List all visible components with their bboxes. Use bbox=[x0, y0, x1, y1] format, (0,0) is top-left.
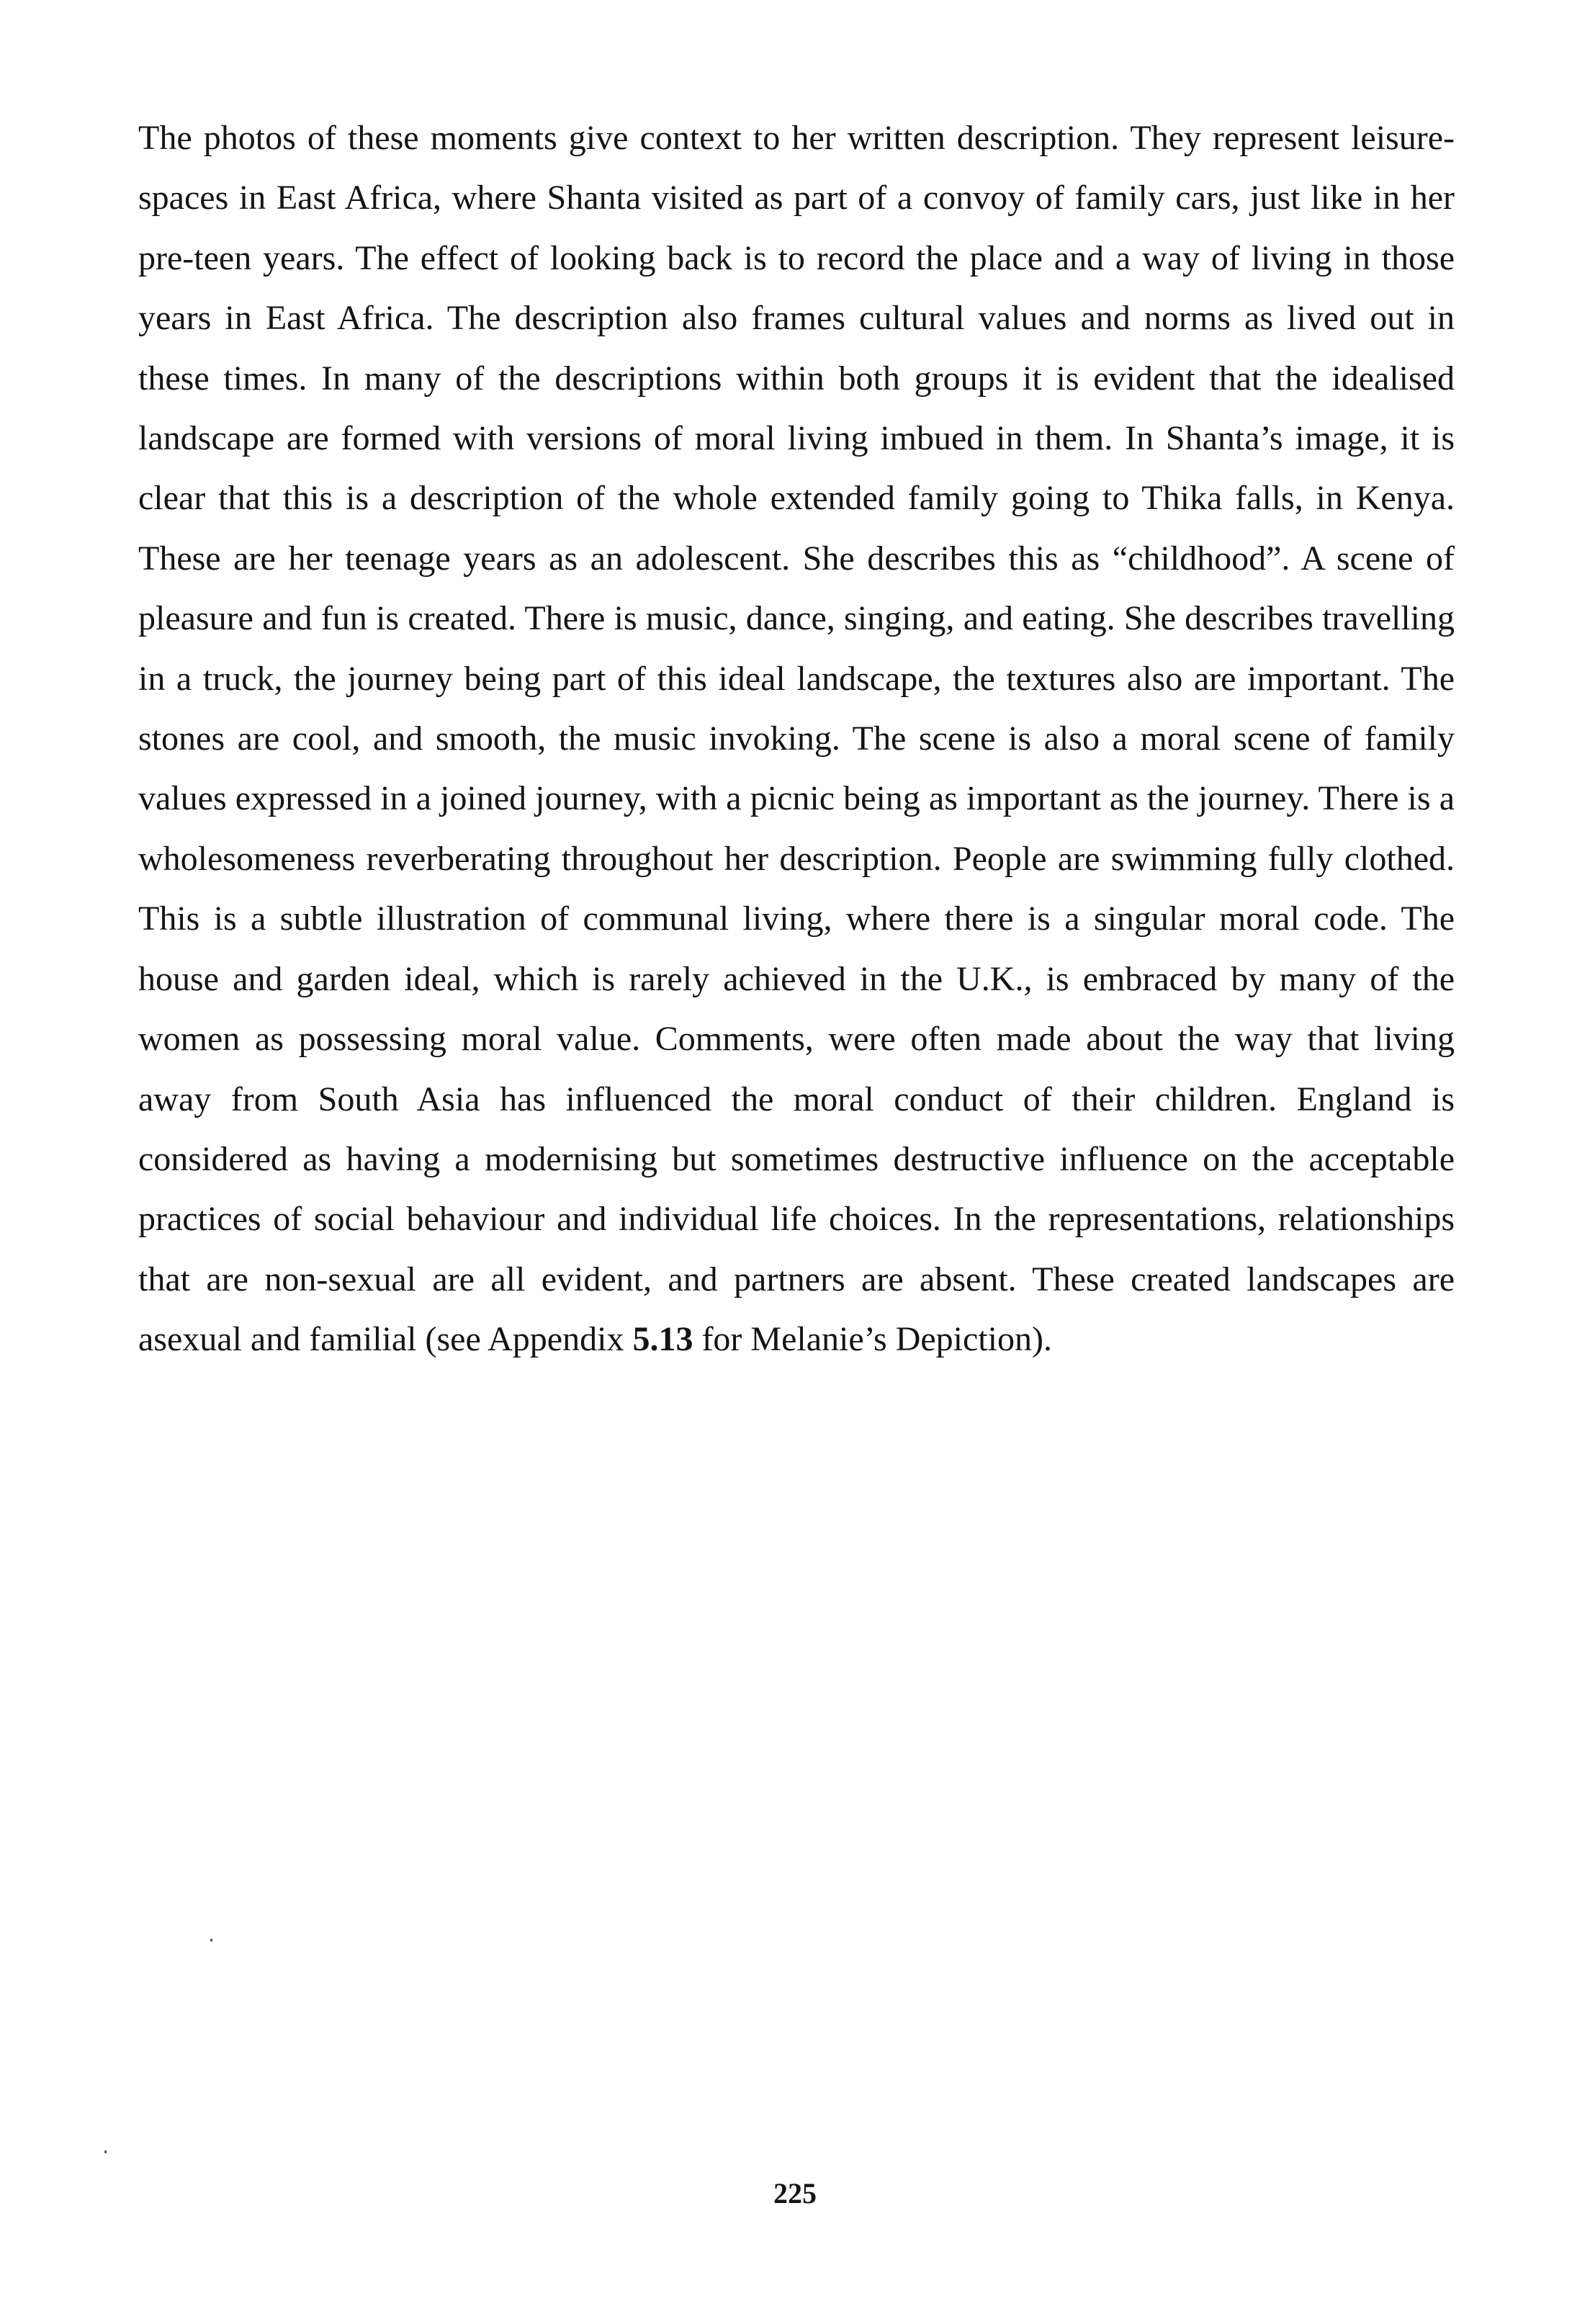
page-number: 225 bbox=[773, 2177, 817, 2209]
scan-speck bbox=[210, 1939, 212, 1942]
paragraph-text-part-2: for Melanie’s Depiction). bbox=[693, 1320, 1052, 1359]
paragraph-text-part-1: The photos of these moments give context to her written description. They represent leisure-spaces in East Africa, where Shanta visited as part of a convoy of family cars, just like in her pre-teen years. The effect of looking back is to record the place and a way of living in those years in East Africa. The description also frames cultural values and norms as lived out in these times. In many of the descriptions within both groups it is evident that the idealised landscape are formed with versions of moral living imbued in them. In Shanta’s image, it is clear that this is a description of the whole extended family going to Thika falls, in Kenya. These are her teenage years as an adolescent. She describes this as “childhood”. A scene of pleasure and fun is created. There is music, dance, singing, and eating. She describes travelling in a truck, the journey being part of this ideal landscape, the textures also are important. The stones are cool, and smooth, the music invoking. The scene is also a moral scene of family values expressed in a joined journey, with a picnic being as important as the journey. There is a wholesomeness reverberating throughout her description. People are swimming fully clothed. This is a subtle illustration of communal living, where there is a singular moral code. The house and garden ideal, which is rarely achieved in the U.K., is embraced by many of the women as possessing moral value. Comments, were often made about the way that living away from South Asia has influenced the moral conduct of their children. England is considered as having a modernising but sometimes destructive influence on the acceptable practices of social behaviour and individual life choices. In the representations, relationships that are non-sexual are all evident, and partners are absent. These created landscapes are asexual and familial (see Appendix bbox=[138, 119, 1455, 1359]
body-paragraph bbox=[138, 108, 1455, 1370]
appendix-reference: 5.13 bbox=[632, 1320, 693, 1359]
scan-speck bbox=[104, 2150, 107, 2153]
